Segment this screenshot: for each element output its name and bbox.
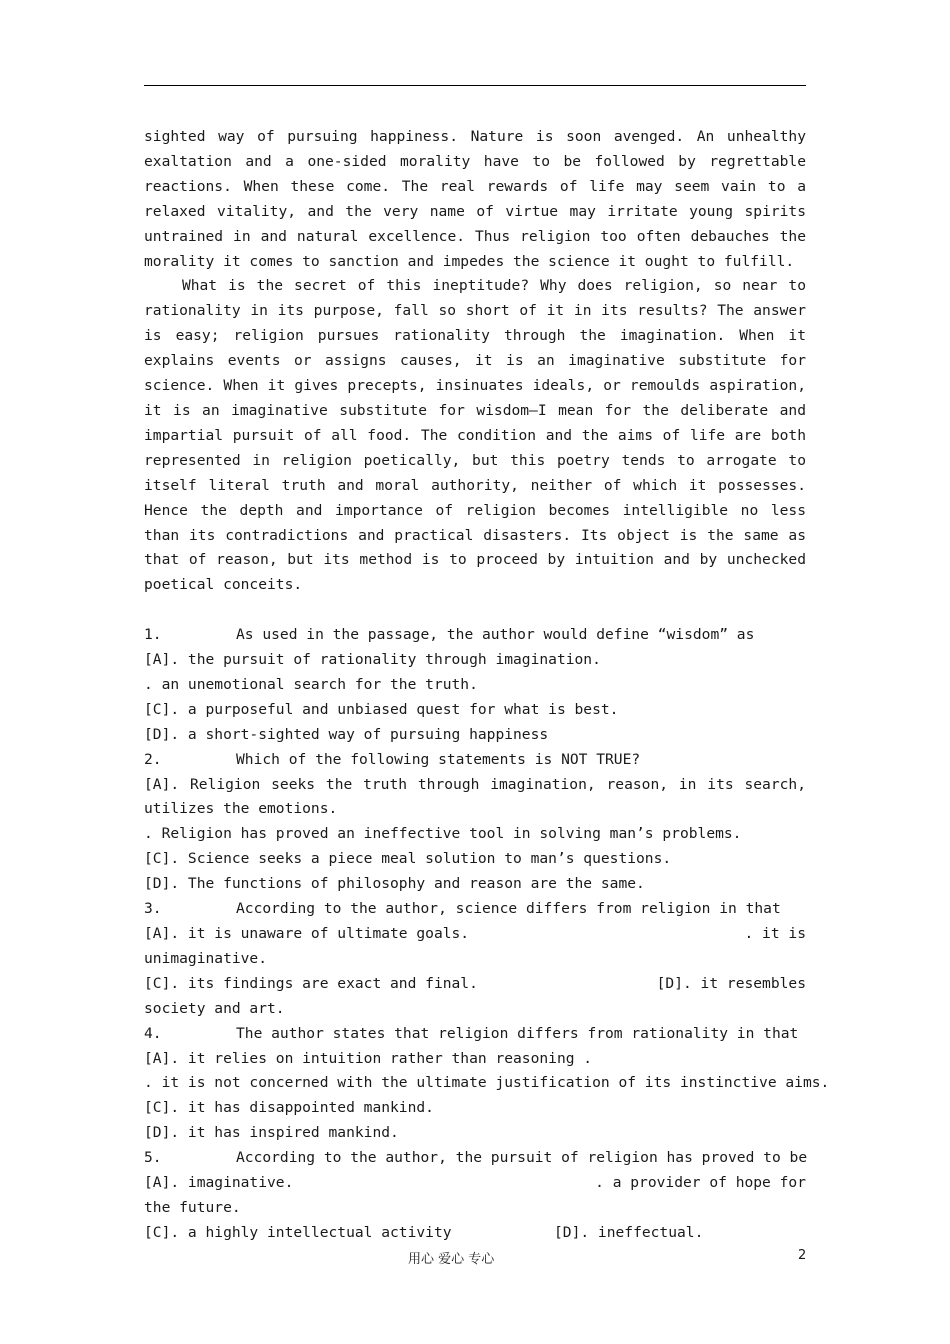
option-c: [C]. it has disappointed mankind. (144, 1099, 434, 1117)
option-a: [A]. imaginative. (144, 1174, 294, 1192)
question-number: 2. (144, 750, 162, 768)
passage-paragraph-2: What is the secret of this ineptitude? Why does religion, so near to rationality in its purpose, fall so short of it in its results? The answer is easy; religion pursues rationality through the imagination. When it explains events or assigns causes, it is an imaginative substitute for science. When it gives precepts, insinuates ideals, or remoulds aspiration, it is an imaginative substitute for wisdom—I mean for the deliberate and impartial pursuit of all food. The condition and the aims of life are both represented in religion poetically, but this poetry tends to arrogate to itself literal truth and moral authority, neither of which it possesses. Hence the depth and importance of religion becomes intelligible no less than its contradictions and practical disasters. Its object is the same as that of reason, but its method is to proceed by intuition and by unchecked poetical conceits. (144, 277, 806, 594)
question-stem: According to the author, science differs from religion in that (236, 900, 781, 918)
question-stem: As used in the passage, the author would define “wisdom” as (236, 626, 755, 644)
question-number: 4. (144, 1024, 162, 1042)
option-a: [A]. it relies on intuition rather than reasoning . (144, 1049, 593, 1067)
question-number: 5. (144, 1149, 162, 1167)
option-d-continued: society and art. (144, 999, 285, 1017)
option-d: [D]. ineffectual. (554, 1223, 704, 1241)
header-rule (144, 85, 806, 86)
question-1 (144, 623, 806, 748)
option-b: . an unemotional search for the truth. (144, 675, 478, 693)
question-stem: Which of the following statements is NOT TRUE? (236, 750, 641, 768)
question-stem: According to the author, the pursuit of religion has proved to be (236, 1149, 808, 1167)
option-b: . a provider of hope for (595, 1174, 806, 1192)
question-stem: The author states that religion differs from rationality in that (236, 1024, 799, 1042)
page-number: 2 (798, 1248, 807, 1263)
option-b: . it is (744, 924, 806, 942)
option-b: . Religion has proved an ineffective tool in solving man’s problems. (144, 825, 742, 843)
option-c: [C]. a purposeful and unbiased quest for what is best. (144, 700, 619, 718)
option-b-continued: unimaginative. (144, 949, 268, 967)
option-a: [A]. Religion seeks the truth through imagination, reason, in its search, utilizes the emotions. (144, 775, 806, 818)
option-d: [D]. The functions of philosophy and reason are the same. (144, 875, 645, 893)
option-c: [C]. a highly intellectual activity (144, 1223, 452, 1241)
option-b-continued: the future. (144, 1198, 241, 1216)
footer-motto: 用心 爱心 专心 (408, 1252, 495, 1267)
question-number: 1. (144, 626, 162, 644)
document-body (144, 125, 830, 1246)
question-4 (144, 1022, 830, 1147)
question-number: 3. (144, 900, 162, 918)
question-3 (144, 897, 806, 1022)
question-2 (144, 748, 806, 897)
option-d: [D]. it resembles (656, 974, 806, 992)
option-a: [A]. the pursuit of rationality through imagination. (144, 651, 601, 669)
question-5 (144, 1146, 806, 1246)
option-c: [C]. its findings are exact and final. (144, 974, 478, 992)
option-b: . it is not concerned with the ultimate justification of its instinctive aims. (144, 1074, 830, 1092)
option-d: [D]. a short-sighted way of pursuing happiness (144, 725, 549, 743)
option-a: [A]. it is unaware of ultimate goals. (144, 924, 470, 942)
passage-paragraph-1: sighted way of pursuing happiness. Nature is soon avenged. An unhealthy exaltation and a one-sided morality have to be followed by regrettable reactions. When these come. The real rewards of life may seem vain to a relaxed vitality, and the very name of virtue may irritate young spirits untrained in and natural excellence. Thus religion too often debauches the morality it comes to sanction and impedes the science it ought to fulfill. (144, 128, 806, 270)
option-d: [D]. it has inspired mankind. (144, 1124, 399, 1142)
option-c: [C]. Science seeks a piece meal solution to man’s questions. (144, 850, 672, 868)
